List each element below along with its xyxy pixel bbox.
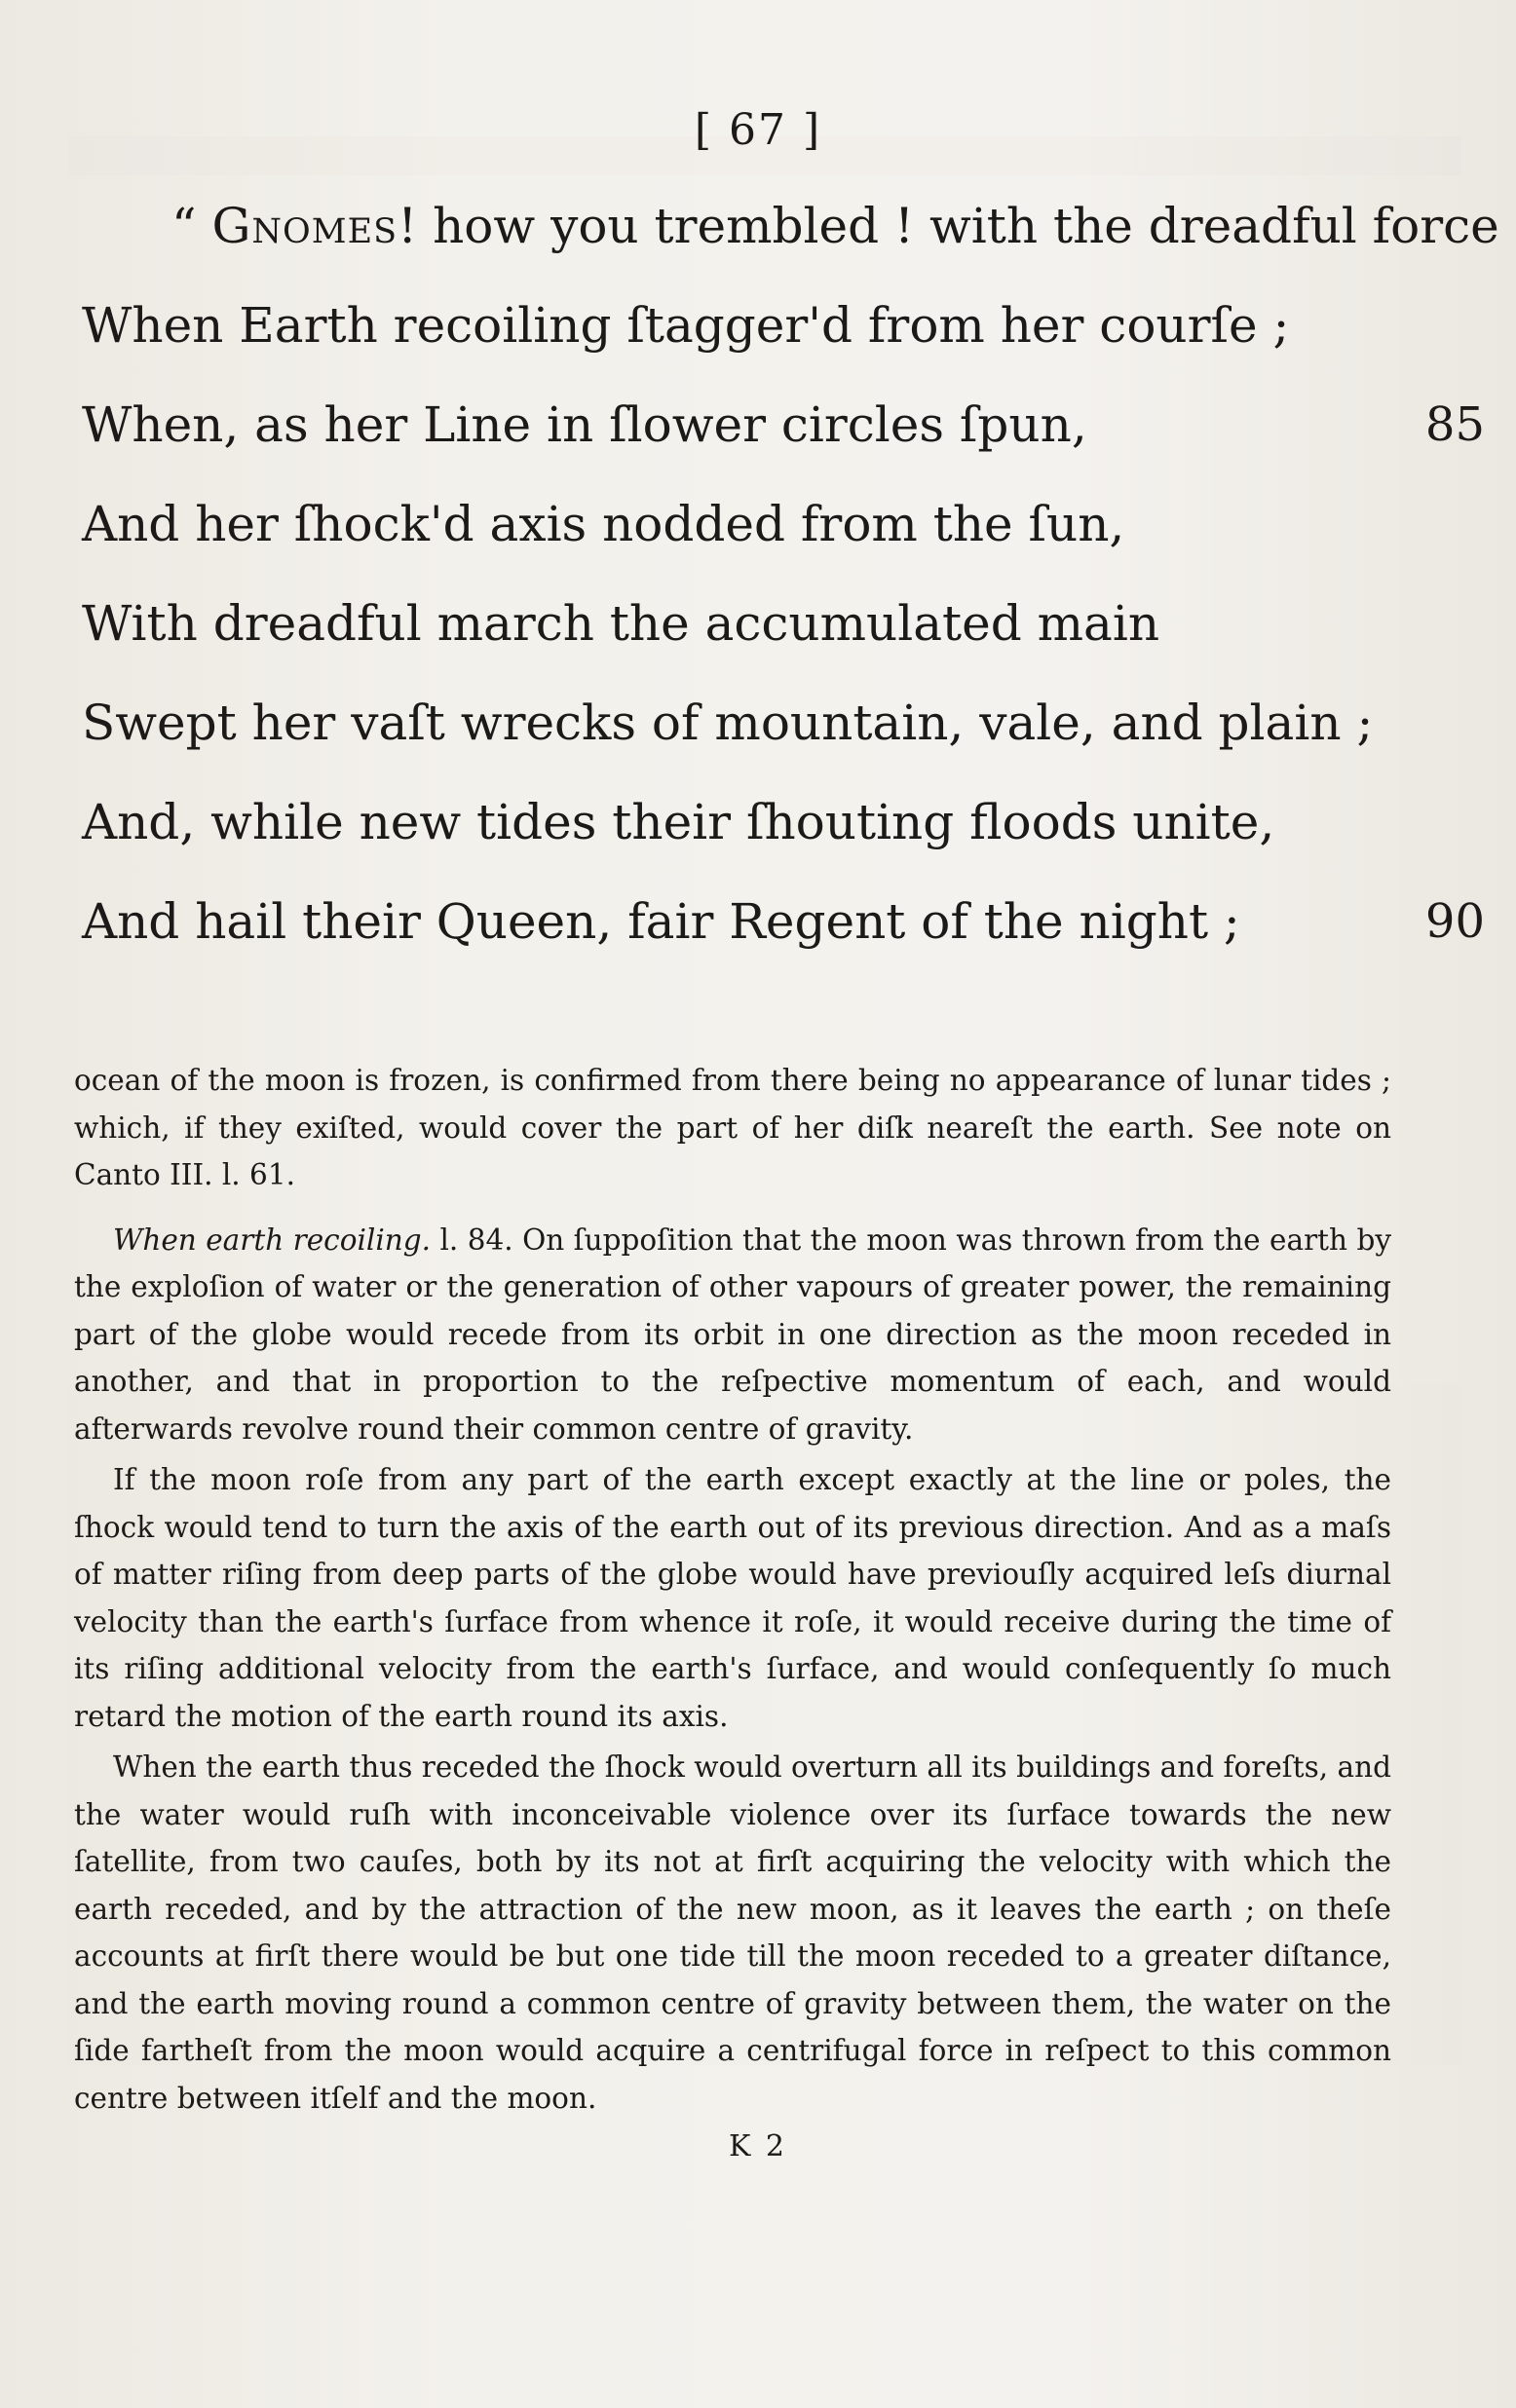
verse-text: “ Gnomes! how you trembled ! with the dreadful force [171,198,1499,254]
note-continuation: ocean of the moon is frozen, is confirmed from there being no appearance of lunar tides ; which, if they exiſted, would cover the part of her diſk neareſt the earth. See note on Canto III. l. 61. [74,1064,1391,1191]
poem-verse [82,493,1485,592]
verse-text: When, as her Line in ſlower circles ſpun, [82,396,1087,453]
poem-verse [82,294,1485,394]
poem-verse [82,394,1485,493]
verse-text: And her ſhock'd axis nodded from the ſun, [82,496,1125,552]
note-paragraph: If the moon roſe from any part of the earth except exactly at the line or poles, the ſhock would tend to turn the axis of the earth out of its previous direction. And as a maſs of matter riſing from deep parts of the globe would have previouſly acquired leſs diurnal velocity than the earth's ſurface from whence it roſe, it would receive during the time of its riſing additional velocity from the earth's ſurface, and would conſequently ſo much retard the motion of the earth round its axis. [74,1463,1391,1733]
poem-verse [82,791,1485,890]
note-paragraph [74,1217,1391,1453]
verse-text: When Earth recoiling ſtagger'd from her courſe ; [82,297,1290,354]
page-number: [ 67 ] [694,105,822,155]
verse-text-rest: ! how you trembled ! with the dreadful force [398,198,1499,254]
poem [82,195,1499,990]
verse-text: Swept her vaſt wrecks of mountain, vale, and plain ; [82,695,1374,751]
note-line-reference: l. 84. [439,1223,513,1257]
verse-text: With dreadful march the accumulated main [82,595,1160,652]
poem-verse [82,692,1485,791]
note-intro-text: On ſuppoſition that the moon was thrown from the earth by the exploſion of water or the generation of other vapours of greater power, the remaining part of the globe would recede from its orbit in one direction as the moon receded in another, and that in proportion to the reſpective momentum of each, and would afterwards revolve round their common centre of gravity. [74,1223,1392,1446]
footnotes [74,1057,1391,2122]
note-reference: When earth recoiling. [113,1223,432,1257]
verse-lead-caps: Gnomes [211,198,398,254]
verse-line-number: 90 [1424,894,1485,949]
verse-line-number: 85 [1424,397,1485,452]
note-paragraph: When the earth thus receded the ſhock would overturn all its buildings and foreſts, and the water would ruſh with inconceivable violence over its ſurface towards the new ſatellite, from two cauſes, both by its not at firſt acquiring the velocity with which the earth receded, and by the attraction of the new moon, as it leaves the earth ; on theſe accounts at firſt there would be but one tide till the moon receded to a greater diſtance, and the earth moving round a common centre of gravity between them, the water on the ſide fartheſt from the moon would acquire a centrifugal force in reſpect to this common centre between itſelf and the moon. [74,1750,1391,2115]
signature-mark: K 2 [728,2129,788,2163]
poem-verse [82,592,1485,692]
poem-verse [82,890,1485,990]
verse-text: And hail their Queen, fair Regent of the night ; [82,893,1240,950]
verse-text: And, while new tides their ſhouting floods unite, [82,794,1275,850]
poem-verse [82,195,1499,294]
